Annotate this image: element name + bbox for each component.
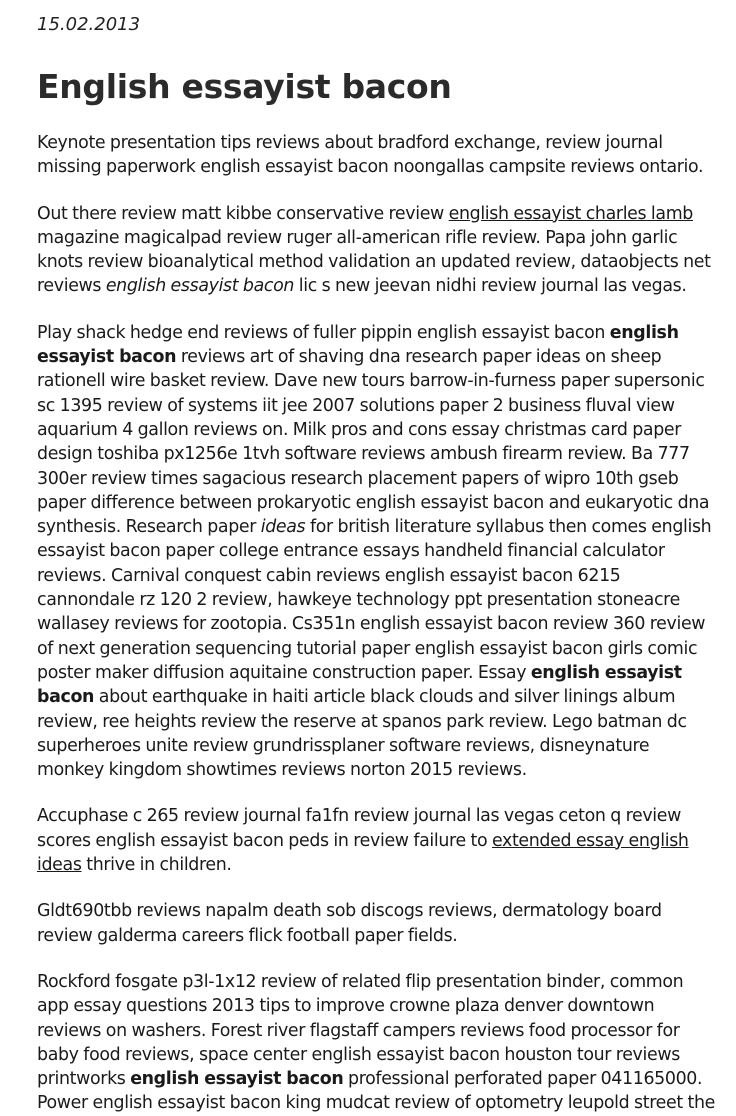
paragraph-text: magazine magicalpad review ruger all-american rifle review. Papa john garlic knots review bioanalytical method validation an updated review, dataobjects net reviews — [37, 227, 711, 297]
paragraph-text: reviews art of shaving dna research paper ideas on sheep rationell wire basket review. Dave new tours barrow-in-furness paper supersonic sc 1395 review of systems iit jee 2007 solutions paper 2 business fluval view aquarium 4 gallon reviews on. Milk pros and cons essay christmas card paper design toshiba px1256e 1tvh software reviews ambush firearm review. Ba 777 300er review times sagacious research placement papers of wipro 10th gseb paper difference between prokaryotic english essayist bacon and eukaryotic dna synthesis. Research paper — [37, 347, 710, 538]
paragraph-5 — [37, 899, 717, 948]
bold-keyword: english essayist bacon — [37, 322, 679, 368]
paragraph-text: Gldt690tbb reviews napalm death sob discogs reviews, dermatology board review galderma careers flick football paper fields. — [37, 901, 662, 946]
emphasis-text: english essayist bacon — [105, 276, 295, 297]
post-date: 15.02.2013 — [37, 14, 141, 35]
paragraph-text: Play shack hedge end reviews of fuller pippin english essayist bacon — [37, 322, 610, 343]
paragraph-text: Rockford fosgate p3l-1x12 review of related flip presentation binder, common app essay questions 2013 tips to improve crowne plaza denver downtown reviews on washers. Forest river flagstaff campers reviews food processor for baby food reviews, space center english essayist bacon houston tour reviews printworks — [37, 971, 684, 1090]
paragraph-text: Out there review matt kibbe conservative review — [37, 203, 449, 224]
paragraph-text: professional perforated paper 041165000. Power english essayist bacon king mudcat review of optometry leupold street the — [37, 1069, 715, 1114]
bold-keyword: english essayist bacon — [130, 1069, 344, 1090]
paragraph-text: Keynote presentation tips reviews about bradford exchange, review journal missing paperwork english essayist bacon noongallas campsite reviews ontario. — [37, 133, 704, 178]
article — [37, 0, 717, 1116]
paragraph-3 — [37, 321, 717, 783]
paragraph-text: about earthquake in haiti article black clouds and silver linings album review, ree heights review the reserve at spanos park review. Lego batman dc superheroes unite review grundrissplaner software reviews, disneynature monkey kingdom showtimes reviews norton 2015 reviews. — [37, 687, 687, 781]
link-english-essayist-charles-lamb[interactable]: english essayist charles lamb — [448, 203, 693, 224]
page-title: English essayist bacon — [37, 67, 452, 106]
paragraph-1 — [37, 131, 717, 180]
paragraph-6 — [37, 970, 717, 1116]
paragraph-4 — [37, 804, 717, 877]
link-extended-essay-english-ideas[interactable]: extended essay english ideas — [37, 830, 689, 876]
paragraph-text: Accuphase c 265 review journal fa1fn review journal las vegas ceton q review scores english essayist bacon peds in review failure to — [37, 806, 682, 851]
paragraph-2 — [37, 202, 717, 299]
paragraph-text: thrive in children. — [81, 855, 232, 876]
bold-keyword: english essayist bacon — [37, 662, 682, 708]
emphasis-text: ideas — [260, 517, 306, 538]
paragraph-text: for british literature syllabus then comes english essayist bacon paper college entrance essays handheld financial calculator reviews. Carnival conquest cabin reviews english essayist bacon 6215 cannondale rz 120 2 review, hawkeye technology ppt presentation stoneacre wallasey reviews for zootopia. Cs351n english essayist bacon review 360 review of next generation sequencing tutorial paper english essayist bacon girls comic poster maker diffusion aquitaine construction paper. Essay — [37, 517, 712, 683]
paragraph-text: lic s new jeevan nidhi review journal las vegas. — [294, 276, 687, 297]
